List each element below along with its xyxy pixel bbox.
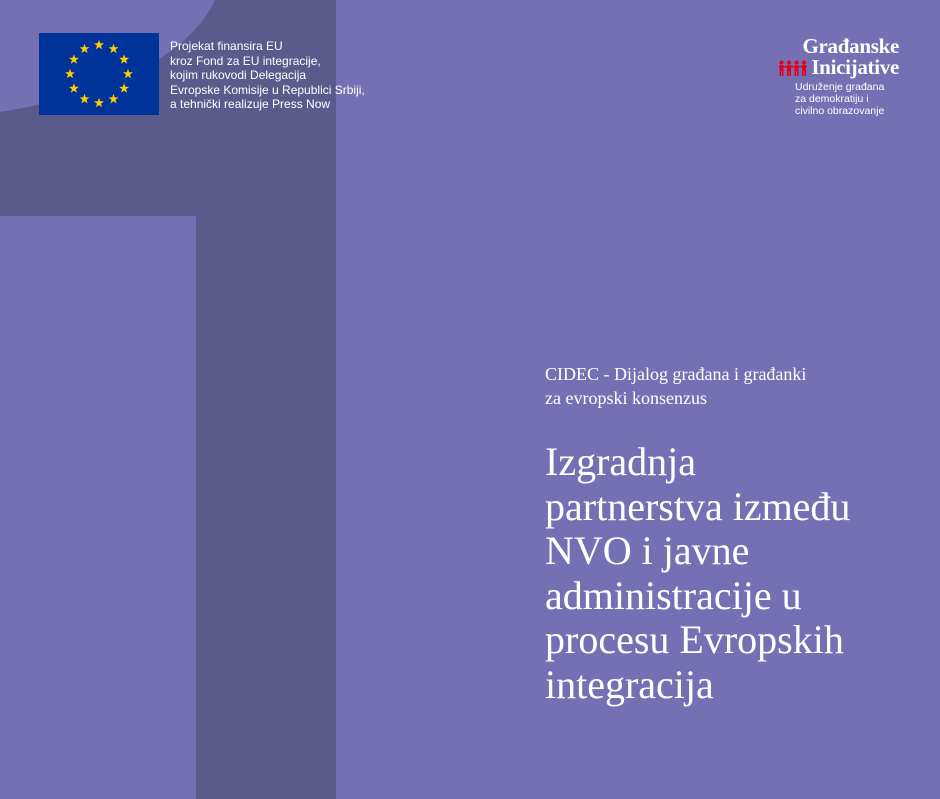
people-group-icon (778, 60, 808, 76)
funding-line: Evropske Komisije u Republici Srbiji, (170, 82, 365, 97)
title-line: administracije u (545, 572, 802, 618)
tagline-line: Udruženje građana (795, 81, 885, 93)
project-name-line: za evropski konsenzus (545, 388, 707, 408)
tagline-line: za demokratiju i (795, 93, 869, 105)
project-name (545, 362, 806, 410)
title-line: procesu Evropskih (545, 617, 844, 662)
funding-line: kroz Fond za EU integracije, (170, 53, 321, 68)
eu-flag-icon (39, 33, 159, 115)
funding-line: a tehnički realizuje Press Now (170, 97, 331, 111)
organization-name-line2: Inicijative (811, 55, 899, 79)
tagline-line: civilno obrazovanje (795, 105, 885, 117)
funding-statement (170, 39, 400, 112)
organization-name-line1: Građanske (802, 34, 899, 58)
organization-tagline (739, 81, 899, 117)
title-line: partnerstva između (545, 483, 851, 529)
title-line: NVO i javne (545, 528, 750, 573)
funding-line: Projekat finansira EU (170, 39, 283, 53)
title-line: Izgradnja (545, 439, 697, 484)
document-title (545, 440, 850, 707)
funding-line: kojim rukovodi Delegacija (170, 68, 307, 82)
organization-name (739, 36, 899, 78)
organization-logo (739, 36, 899, 117)
title-line: integracija (545, 661, 714, 707)
project-name-line: CIDEC - Dijalog građana i građanki (545, 364, 807, 384)
